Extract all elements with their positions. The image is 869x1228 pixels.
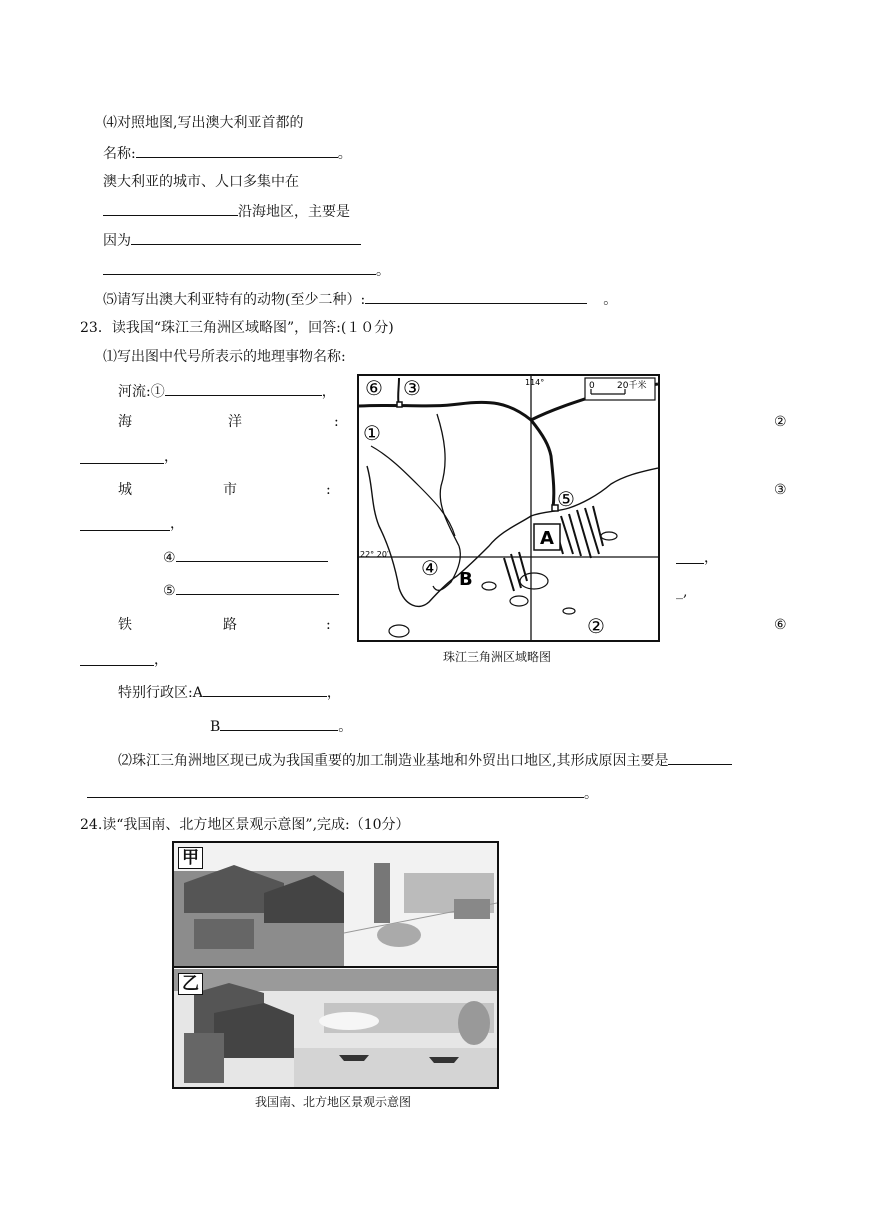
- q22-part4-line3: 澳大利亚的城市、人口多集中在: [103, 174, 299, 190]
- reason-label: 因为: [103, 233, 131, 249]
- reason-blank-2[interactable]: [103, 260, 376, 275]
- period: 。: [603, 292, 618, 308]
- rail-char-2: 路: [223, 617, 237, 633]
- south-boat: [339, 1055, 369, 1061]
- island: [389, 625, 409, 637]
- tag-jia: 甲: [178, 847, 203, 869]
- island: [601, 532, 617, 540]
- map-drawing: [359, 376, 658, 640]
- city-blank-4-tail[interactable]: [676, 562, 704, 564]
- coast-region-blank[interactable]: [103, 201, 238, 216]
- south-pond: [319, 1012, 379, 1030]
- river-label: 河流:①: [118, 384, 165, 400]
- scale-label: 20千米: [617, 381, 647, 391]
- sar-a-label: 特别行政区:A: [118, 685, 203, 701]
- island: [563, 608, 575, 614]
- city-number: ③: [774, 482, 787, 498]
- sar-b-label: B: [210, 719, 221, 735]
- landscape-drawing: [174, 843, 497, 1087]
- q23-sub1: ⑴写出图中代号所表示的地理事物名称:: [103, 349, 346, 365]
- label-a: A: [540, 528, 554, 549]
- macau-hatch: [504, 552, 527, 591]
- city-row-4: [163, 547, 328, 568]
- city-colon: :: [326, 482, 331, 498]
- sar-b-blank[interactable]: [220, 716, 338, 731]
- distributary-1: [437, 414, 459, 546]
- rail-colon: :: [326, 617, 331, 633]
- sar-row-a: [118, 682, 341, 703]
- num4: ④: [163, 550, 176, 566]
- map-caption: 珠江三角洲区域略图: [443, 650, 552, 664]
- island: [482, 582, 496, 590]
- reason-blank-1[interactable]: [131, 230, 361, 245]
- comma: ，: [154, 652, 168, 668]
- ocean-number: ②: [774, 414, 787, 430]
- period: 。: [337, 146, 352, 162]
- tag-yi: 乙: [178, 973, 203, 995]
- q22-part5: [103, 289, 617, 310]
- north-house: [194, 919, 254, 949]
- ocean-char-1: 海: [118, 414, 132, 430]
- marker-3: ③: [403, 376, 421, 400]
- q23-heading: 23．读我国“珠江三角洲区域略图”，回答:(１０分): [80, 320, 394, 336]
- marker-4: ④: [421, 556, 439, 580]
- comma: ，: [164, 449, 178, 465]
- river-blank[interactable]: [165, 381, 322, 396]
- pearl-river-delta-map: [357, 374, 660, 642]
- city-row-5: [163, 580, 339, 601]
- q22-part4-line1: ⑷对照地图,写出澳大利亚首都的: [103, 115, 304, 131]
- comma: ，: [321, 384, 336, 400]
- north-tower: [374, 863, 390, 923]
- marker-1: ①: [363, 421, 381, 445]
- comma: ，: [326, 685, 341, 701]
- capital-name-label: 名称:: [103, 146, 136, 162]
- period: 。: [338, 719, 353, 735]
- rail-number: ⑥: [774, 617, 787, 633]
- coast-text: 沿海地区，主要是: [238, 204, 350, 220]
- num5: ⑤: [163, 583, 176, 599]
- sar-a-blank[interactable]: [203, 682, 327, 697]
- longitude-label: 114°: [525, 378, 545, 387]
- ocean-char-2: 洋: [228, 414, 242, 430]
- period: 。: [376, 263, 390, 279]
- marker-2: ②: [587, 614, 605, 638]
- scale-zero: 0: [589, 381, 595, 391]
- city-blank-5-tail: _,: [676, 584, 688, 600]
- south-house: [214, 1003, 294, 1058]
- main-river: [359, 402, 554, 508]
- comma: ，: [170, 516, 184, 532]
- city-blank-5[interactable]: [176, 580, 339, 595]
- q23-sub2-line2: [87, 783, 598, 804]
- label-b: B: [459, 569, 473, 590]
- ocean-blank[interactable]: [80, 462, 164, 464]
- ocean-colon: :: [334, 414, 339, 430]
- landscape-figure: [172, 841, 499, 1089]
- island: [520, 573, 548, 589]
- reason-blank-b[interactable]: [87, 783, 584, 798]
- capital-name-blank[interactable]: [136, 143, 338, 158]
- marker-5: ⑤: [557, 487, 575, 511]
- distributary-2: [371, 446, 455, 536]
- north-building: [454, 899, 490, 919]
- city-marker: [397, 402, 402, 407]
- marker-6: ⑥: [365, 376, 383, 400]
- island: [510, 596, 528, 606]
- south-house: [184, 1033, 224, 1083]
- q22-part4-line2: [103, 143, 352, 164]
- city-char-2: 市: [223, 482, 237, 498]
- landscape-caption: 我国南、北方地区景观示意图: [255, 1095, 412, 1109]
- q22-part4-line4: [103, 201, 350, 222]
- q23-sub2-text: ⑵珠江三角洲地区现已成为我国重要的加工制造业基地和外贸出口地区,其形成原因主要是: [118, 753, 669, 769]
- south-boat: [429, 1057, 459, 1063]
- city-char-1: 城: [118, 482, 132, 498]
- south-tree: [458, 1001, 490, 1045]
- sar-row-b: [210, 716, 352, 737]
- hong-kong-hatch: [555, 506, 603, 558]
- q22-part4-line6: [103, 260, 390, 281]
- animals-question: ⑸请写出澳大利亚特有的动物(至少二种）:: [103, 292, 366, 308]
- north-tree: [377, 923, 421, 947]
- animals-blank[interactable]: [365, 289, 587, 304]
- period: 。: [584, 786, 598, 802]
- city-blank-4[interactable]: [176, 547, 328, 562]
- reason-blank-a[interactable]: [668, 750, 732, 765]
- latitude-label: 22° 20′: [360, 550, 389, 559]
- rail-char-1: 铁: [118, 617, 132, 633]
- river-row: [118, 381, 336, 402]
- q23-sub2: [118, 750, 732, 771]
- q24-heading: 24.读“我国南、北方地区景观示意图”,完成:（10分）: [80, 817, 410, 833]
- comma: ，: [704, 550, 718, 566]
- rail-blank[interactable]: [80, 664, 154, 666]
- city-blank-3[interactable]: [80, 529, 170, 531]
- q22-part4-line5: [103, 230, 361, 251]
- south-river: [294, 1048, 497, 1087]
